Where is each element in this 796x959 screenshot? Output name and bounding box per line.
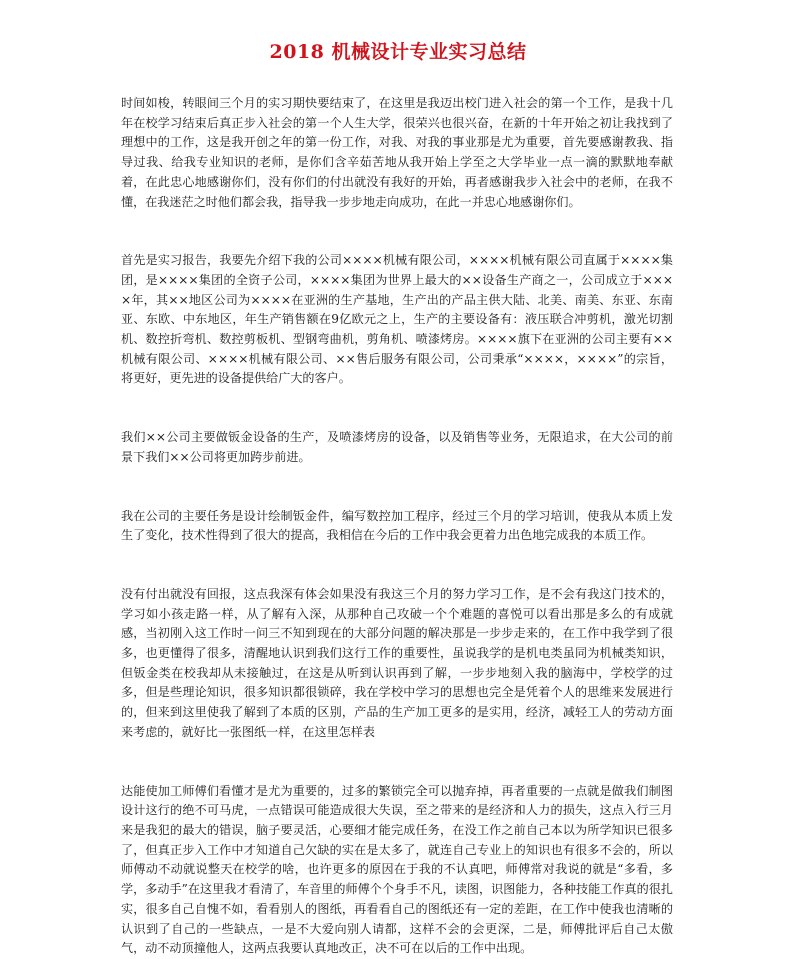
paragraph-business-scope: 我们××公司主要做钣金设备的生产，及喷漆烤房的设备，以及销售等业务，无限追求，在大公司的前景下我们××公司将更加跨步前进。 (121, 430, 673, 464)
paragraph-reflection: 达能使加工师傅们看懂才是尤为重要的，过多的繁锁完全可以抛弃掉，再者重要的一点就是做我们制图设计这行的绝不可马虎，一点错误可能造成很大失误，至之带来的是经济和人力的损失，这点入行三月来是我犯的最大的错误，脑子要灵活，心要细才能完成任务，在没工作之前自己本以为所学知识已很多了，但真正步入工作中才知道自己欠缺的实在是太多了，就连自己专业上的知识也有很多不会的，所以师傅动不动就说整天在校学的啥，也许更多的原因在于我的不认真吧，师傅常对我说的就是“多看，多学，多动手”在这里我才看清了，车音里的师傅个个身手不凡，读图，识图能力，各种技能工作真的很扎实，很多自己自愧不如，看看别人的图纸，再看看自己的图纸还有一定的差距，在工作中使我也清晰的认识到了自己的一些缺点，一是不大爱向别人请都，这样不会的会更深，二是，师傅批评后自己太傲气，动不动顶撞他人，这两点我要认真地改正，决不可在以后的工作中出现。 (121, 783, 673, 956)
document-body (121, 94, 673, 959)
document-title: 2018 机械设计专业实习总结 (269, 41, 527, 63)
paragraph-intro: 时间如梭，转眼间三个月的实习期快要结束了，在这里是我迈出校门进入社会的第一个工作，是我十几年在校学习结束后真正步入社会的第一个人生大学，很荣兴也很兴奋，在新的十年开始之初让我找到了理想中的工作，这是我开创之年的第一份工作，对我、对我的事业那是尤为重要，首先要感谢教我、指导过我、给我专业知识的老师，是你们含辛茹苦地从我开始上学至之大学毕业一点一滴的默默地奉献着，在此忠心地感谢你们，没有你们的付出就没有我好的开始，再者感谢我步入社会中的老师，在我不懂，在我迷茫之时他们都会我，指导我一步步地走向成功，在此一并忠心地感谢你们。 (121, 96, 673, 209)
paragraph-company-overview: 首先是实习报告，我要先介绍下我的公司××××机械有限公司，××××机械有限公司直属于××××集团，是××××集团的全资子公司，××××集团为世界上最大的××设备生产商之一，公司成立于××××年，其××地区公司为××××在亚洲的生产基地，生产出的产品主供大陆、北美、南美、东亚、东南亚、东欧、中东地区，年生产销售额在9亿欧元之上，生产的主要设备有：液压联合冲剪机，激光切割机、数控折弯机、数控剪板机、型钢弯曲机，剪角机、喷漆烤房。××××旗下在亚洲的公司主要有××机械有限公司、××××机械有限公司、××售后服务有限公司，公司秉承“××××，××××”的宗旨，将更好，更先进的设备提供给广大的客户。 (121, 253, 673, 386)
paragraph-main-task: 我在公司的主要任务是设计绘制钣金件，编写数控加工程序，经过三个月的学习培训，使我从本质上发生了变化，技术性得到了很大的提高，我相信在今后的工作中我会更着力出色地完成我的本质工作。 (121, 508, 673, 543)
paragraph-learning-experience: 没有付出就没有回报，这点我深有体会如果没有我这三个月的努力学习工作，是不会有我这门技术的，学习如小孩走路一样，从了解有入深，从那种自己攻破一个个难题的喜悦可以看出那是多么的有成就感，当初刚入这工作时一问三不知到现在的大部分问题的解决那是一步步走来的，在工作中我学到了很多，也更懂得了很多，清醒地认识到我们这行工作的重要性，虽说我学的是机电类虽同为机械类知识，但钣金类在校我却从未接触过，在这是从听到认识再到了解，一步步地刻入我的脑海中，学校学的过多，但是些理论知识，很多知识都很锁碎，我在学校中学习的思想也完全是凭着个人的思维来发展进行的，但来到这里使我了解到了本质的区别，产品的生产加工更多的是实用，经济，减轻工人的劳动方面来考虑的，就好比一张图纸一样，在这里怎样表 (121, 586, 673, 739)
